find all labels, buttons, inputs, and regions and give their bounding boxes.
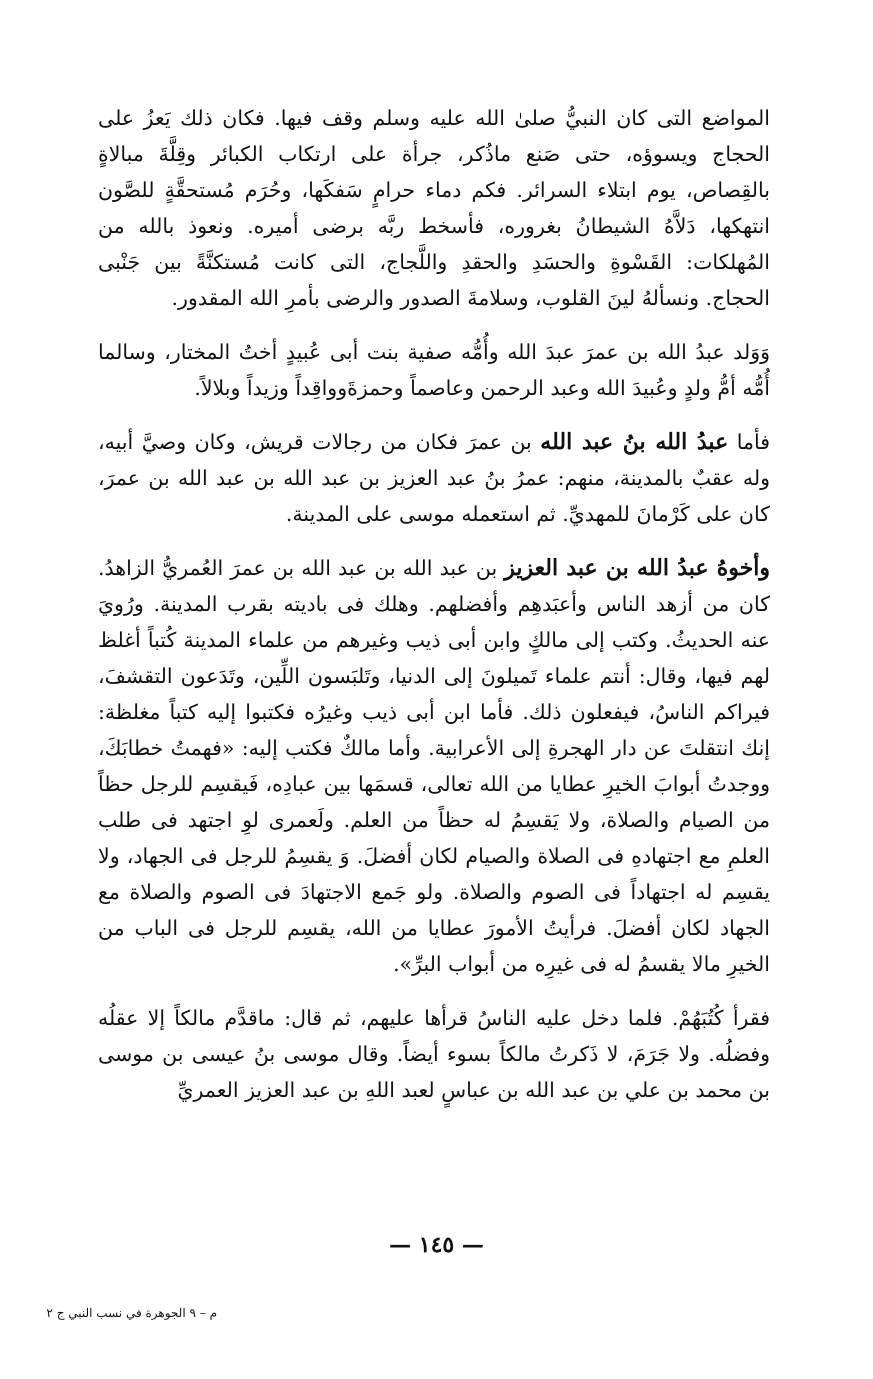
paragraph-gap [98,406,770,424]
paragraph-4-text: بن عبد الله بن عبد الله بن عمرَ العُمريُّ الزاهدُ. كان من أزهد الناس وأعبَدهِم وأفضلهم. وهلك فى باديته بقرب المدينة. ورُويَ عنه الحديثُ. وكتب إلى مالكٍ وابن أبى ذيب وغيرهم من علماء المدينة كُتباً أغلظ لهم فيها، وقال: أنتم علماء تَميلونَ إلى الدنيا، وتَلبَسون اللِّين، وتَدَعون التقشفَ، فيراكم الناسُ، فيفعلون ذلك. فأما ابن أبى ذيب وغيرُه فكتبوا إليه كتباً مغلظة: إنك انتقلتَ عن دار الهجرةِ إلى الأعرابية. وأما مالكٌ فكتب إليه: «فهمتُ خطابَكَ، ووجدتُ أبوابَ الخيرِ عطايا من الله تعالى، قسمَها بين عبادِه، فَيقسِم للرجل حظاً من الصيام والصلاة، ولا يَقسِمُ له حظاً من العلم. ولَعمرى لوِ اجتهد فى طلب العلمِ مع اجتهادهِ فى الصلاة والصيام لكان أفضلَ. وَ يقسِمُ للرجل فى الجهاد، ولا يقسِم له اجتهاداً فى الصوم والصلاة. ولو جَمع الاجتهادَ فى الصوم والصلاة مع الجهاد لكان أفضلَ. فرأيتُ الأمورَ عطايا من الله، يقسِم للرجل فى الباب من الخيرِ مالا يقسمُ له فى غيرِه من أبواب البرِّ». [98,556,770,976]
paragraph-5 [98,1000,770,1108]
page-number: — ١٤٥ — [389,1232,484,1258]
entry-heading-abdullah-ibn-abdullah: عبدُ الله بنُ عبد الله [540,429,729,455]
paragraph-gap [98,982,770,1000]
paragraph-2 [98,334,770,406]
paragraph-2-text: وَوَلد عبدُ الله بن عمرَ عبدَ الله وأُمُّه صفية بنت أبى عُبيدٍ أختُ المختار، وسالما أُمُّه أمُّ ولدٍ وعُبيدَ الله وعبد الرحمن وعاصماً وحمزةَوواقِداً وزيداً وبلالاً. [98,340,770,400]
footer-signature: م – ٩ الجوهرة في نسب النبي ج ٢ [46,1306,217,1320]
paragraph-1 [98,100,770,316]
page-body [98,100,770,1108]
paragraph-5-text: فقرأ كُتُبَهُمْ. فلما دخل عليه الناسُ قرأها عليهم، ثم قال: ماقدَّم مالكاً إلا عقلُه وفضلُه. ولا جَرَمَ، لا ذَكرتُ مالكاً بسوء أيضاً. وقال موسى بنُ عيسى بن موسى بن محمد بن علي بن عبد الله بن عباسٍ لعبد اللهِ بن عبد العزيز العمريِّ [98,1006,770,1102]
paragraph-3-text: بن عمرَ فكان من رجالات قريش، وكان وصيَّ أبيه، وله عقبٌ بالمدينة، منهم: عمرُ بنُ عبد العزيز بن عبد الله بن عبد الله بن عمرَ، كان على كَرْمانَ للمهديِّ. ثم استعمله موسى على المدينة. [98,430,770,526]
paragraph-1-text: المواضع التى كان النبيُّ صلىٰ الله عليه وسلم وقف فيها. فكان ذلك يَعزُ على الحجاج ويسوؤه، حتى صَنع ماذُكر، جرأة على ارتكاب الكبائر وقِلَّةَ مبالاةٍ بالقِصاص، يوم ابتلاء السرائر. فكم دماء حرامٍ سَفكَها، وحُرَم مُستحقَّةٍ للصَّون انتهكها، دَلاَّهُ الشيطانُ بغروره، فأسخط ربَّه برضى أميره. ونعوذ بالله من المُهلكات: القَسْوةِ والحسَدِ والحقدِ واللَّجاج، التى كانت مُستكنَّةً بين جَنْبى الحجاج. ونسألهُ لينَ القلوب، وسلامةَ الصدور والرضى بأمرِ الله المقدور. [98,106,770,310]
paragraph-3-lead: فأما [728,430,770,454]
paragraph-gap [98,532,770,550]
paragraph-gap [98,316,770,334]
entry-heading-abdullah-ibn-abdulaziz: وأخوهُ عبدُ الله بن عبد العزيز [504,555,770,581]
paragraph-4 [98,550,770,982]
paragraph-3 [98,424,770,532]
